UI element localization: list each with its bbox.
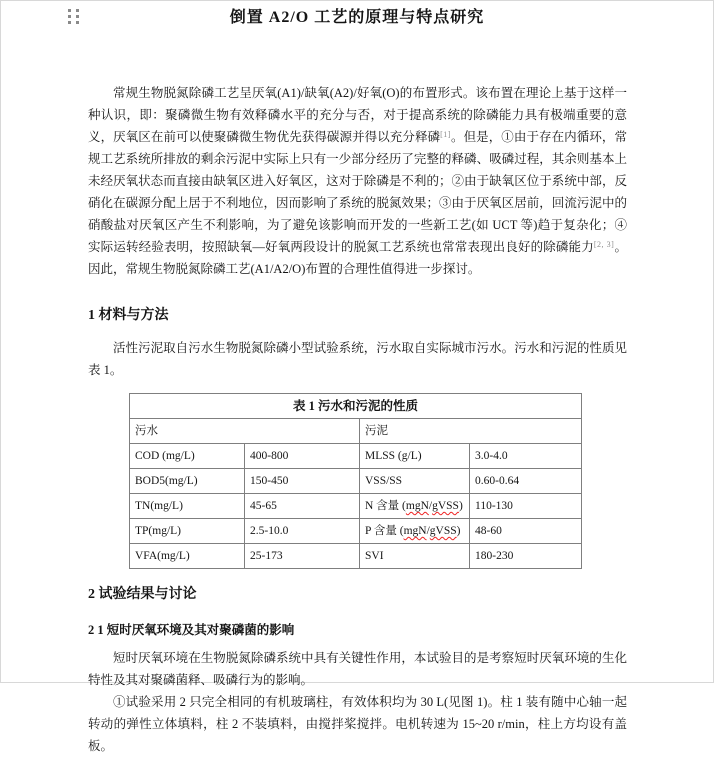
param-cod: COD (mg/L) (130, 444, 245, 469)
spellcheck-underline: mgN (405, 500, 429, 512)
value-svi: 180-230 (470, 544, 582, 569)
value-tn: 45-65 (245, 494, 360, 519)
section-1-heading: 1 材料与方法 (88, 308, 169, 323)
p-content-prefix: P 含量 ( (365, 525, 404, 537)
spellcheck-underline: gVSS (429, 525, 457, 537)
drag-dot (68, 9, 71, 12)
value-vfa: 25-173 (245, 544, 360, 569)
table-caption: 表 1 污水和污泥的性质 (130, 394, 582, 419)
param-bod5: BOD5(mg/L) (130, 469, 245, 494)
table-row (130, 544, 582, 569)
value-bod5: 150-450 (245, 469, 360, 494)
n-content-slash: / (428, 500, 433, 512)
param-vss-ss: VSS/SS (360, 469, 470, 494)
header-sludge: 污泥 (360, 419, 582, 444)
table-header-row (130, 419, 582, 444)
intro-text-b: 。但是，①由于存在内循环，常规工艺系统所排放的剩余污泥中实际上只有一少部分经历了完整的释磷、吸磷过程，其余则基本上未经厌氧状态而直接由缺氧区进入好氧区，这对于除磷是不利的；②由于缺氧区位于系统中部，反硝化在碳源分配上居于不利地位，因而影响了系统的脱氮效果；③由于厌氧区居前，回流污泥中的硝酸盐对厌氧区产生不利影响，为了避免该影响而开发的一些新工艺(如 UCT 等)趋于复杂化；④实际运转经验表明，按照缺氧—好氧两段设计的脱氮工艺系统也常常表现出良好的除磷能力 (88, 130, 627, 254)
intro-text-c: 。因此，常规生物脱氮除磷工艺(A1/A2/O)布置的合理性值得进一步探讨。 (88, 240, 627, 276)
param-svi: SVI (360, 544, 470, 569)
value-cod: 400-800 (245, 444, 360, 469)
p-content-slash: / (426, 525, 430, 537)
intro-text-a: 常规生物脱氮除磷工艺呈厌氧(A1)/缺氧(A2)/好氧(O)的布置形式。该布置在理论上基于这样一种认识，即：聚磷微生物有效释磷水平的充分与否，对于提高系统的除磷能力具有极端重要的意义，厌氧区在前可以使聚磷微生物优先获得碳源并得以充分释磷 (88, 86, 627, 144)
section-2-1-heading: 2 1 短时厌氧环境及其对聚磷菌的影响 (88, 623, 295, 637)
drag-dot (76, 21, 79, 24)
param-tp: TP(mg/L) (130, 519, 245, 544)
spellcheck-underline: mgN (403, 525, 427, 537)
document-title: 倒置 A2/O 工艺的原理与特点研究 (229, 9, 485, 26)
value-p-content: 48-60 (470, 519, 582, 544)
table-row (130, 519, 582, 544)
intro-paragraph (88, 82, 627, 280)
document-body (1, 82, 713, 757)
citation-ref-2: [2, 3] (593, 240, 615, 249)
value-tp: 2.5-10.0 (245, 519, 360, 544)
value-n-content: 110-130 (470, 494, 582, 519)
table-1-properties (129, 393, 582, 569)
drag-dot (68, 21, 71, 24)
param-vfa: VFA(mg/L) (130, 544, 245, 569)
n-content-prefix: N 含量 ( (365, 500, 406, 512)
param-tn: TN(mg/L) (130, 494, 245, 519)
citation-ref-1: [1] (440, 130, 451, 139)
table-row (130, 494, 582, 519)
block-drag-handle-icon[interactable] (68, 9, 79, 24)
n-content-suffix: ) (458, 500, 463, 512)
drag-dot (68, 15, 71, 18)
table-row (130, 444, 582, 469)
section-2-1-paragraph-1: 短时厌氧环境在生物脱氮除磷系统中具有关键性作用，本试验目的是考察短时厌氧环境的生化特性及其对聚磷菌释、吸磷行为的影响。 (88, 651, 627, 687)
section-2-1-paragraph-2: ①试验采用 2 只完全相同的有机玻璃柱，有效体积均为 30 L(见图 1)。柱 1 装有随中心轴一起转动的弹性立体填料，柱 2 不装填料，由搅拌桨搅拌。电机转速为 15~20 r/min，柱上方均设有盖板。 (88, 695, 627, 753)
section-2-heading: 2 试验结果与讨论 (88, 587, 197, 602)
param-n-content (360, 494, 470, 519)
table-row (130, 469, 582, 494)
drag-dot (76, 15, 79, 18)
value-vss-ss: 0.60-0.64 (470, 469, 582, 494)
spellcheck-underline: gVSS (432, 500, 459, 512)
p-content-suffix: ) (456, 525, 461, 537)
drag-dot (76, 9, 79, 12)
param-mlss: MLSS (g/L) (360, 444, 470, 469)
value-mlss: 3.0-4.0 (470, 444, 582, 469)
table-caption-row (130, 394, 582, 419)
header-wastewater: 污水 (130, 419, 360, 444)
section-1-paragraph: 活性污泥取自污水生物脱氮除磷小型试验系统，污水取自实际城市污水。污水和污泥的性质见表 1。 (88, 341, 627, 377)
param-p-content (360, 519, 470, 544)
